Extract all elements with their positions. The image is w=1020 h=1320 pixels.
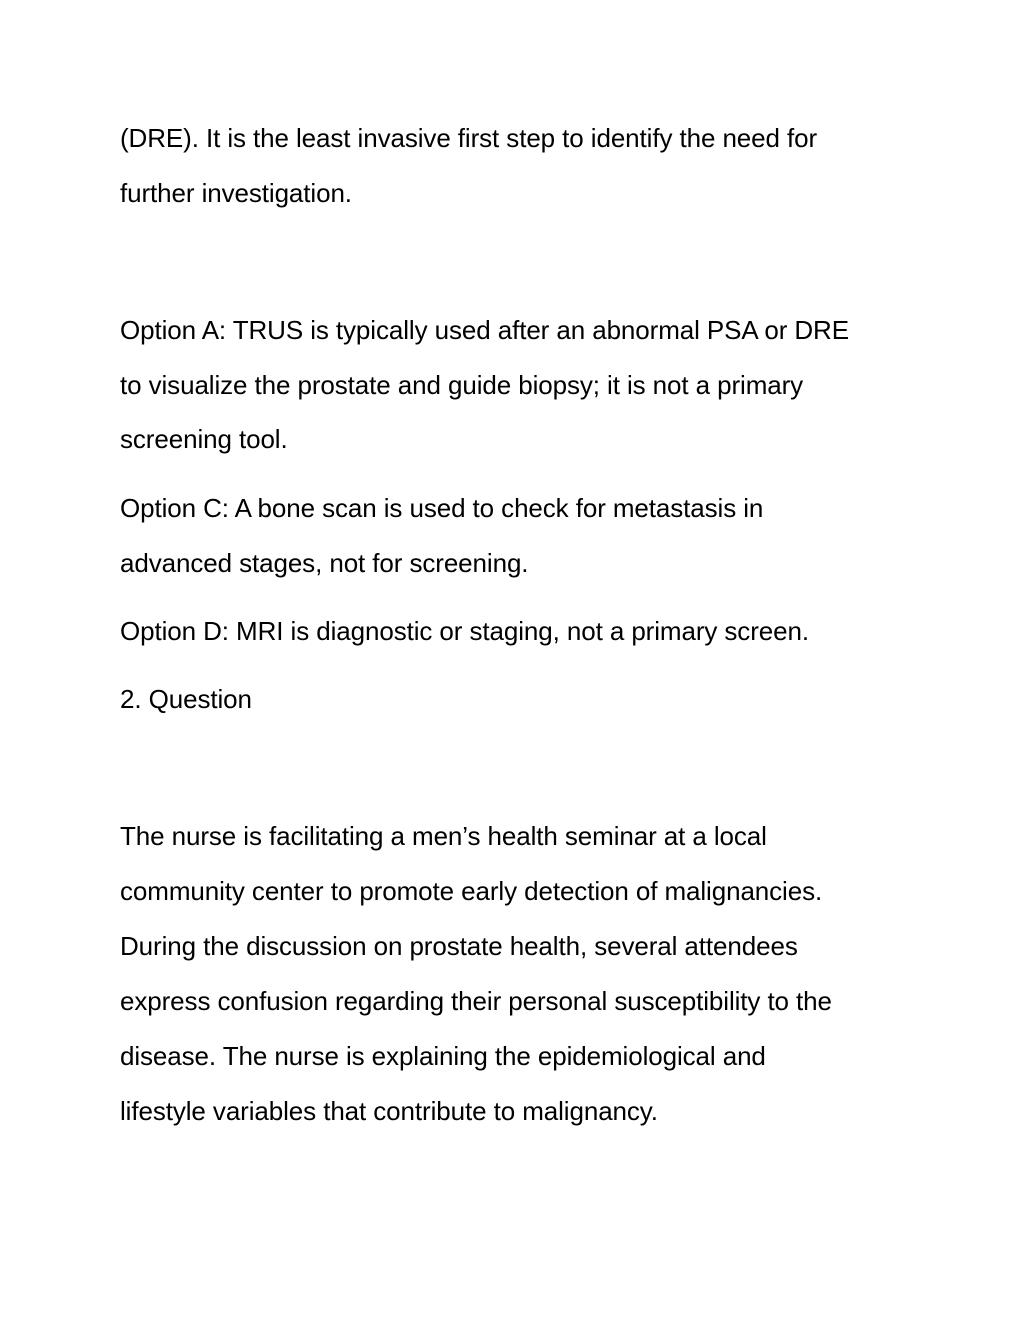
question-stem-line: lifestyle variables that contribute to malignancy.	[120, 1096, 658, 1126]
rationale-text-line: (DRE). It is the least invasive first step to identify the need for	[120, 123, 818, 153]
question-stem-line: community center to promote early detection of malignancies.	[120, 876, 823, 906]
question-stem-line: express confusion regarding their personal susceptibility to the	[120, 986, 832, 1016]
rationale-text-line: further investigation.	[120, 178, 352, 208]
question-heading: 2. Question	[120, 684, 252, 714]
option-d-line: Option D: MRI is diagnostic or staging, not a primary screen.	[120, 616, 809, 646]
option-a-line: to visualize the prostate and guide biopsy; it is not a primary	[120, 370, 804, 400]
option-c-line: Option C: A bone scan is used to check for metastasis in	[120, 493, 764, 523]
option-a-line: screening tool.	[120, 424, 288, 454]
option-c-line: advanced stages, not for screening.	[120, 548, 529, 578]
option-a-line: Option A: TRUS is typically used after an abnormal PSA or DRE	[120, 315, 849, 345]
question-stem-line: During the discussion on prostate health, several attendees	[120, 931, 798, 961]
question-stem-line: The nurse is facilitating a men’s health seminar at a local	[120, 821, 767, 851]
question-stem-line: disease. The nurse is explaining the epidemiological and	[120, 1041, 766, 1071]
